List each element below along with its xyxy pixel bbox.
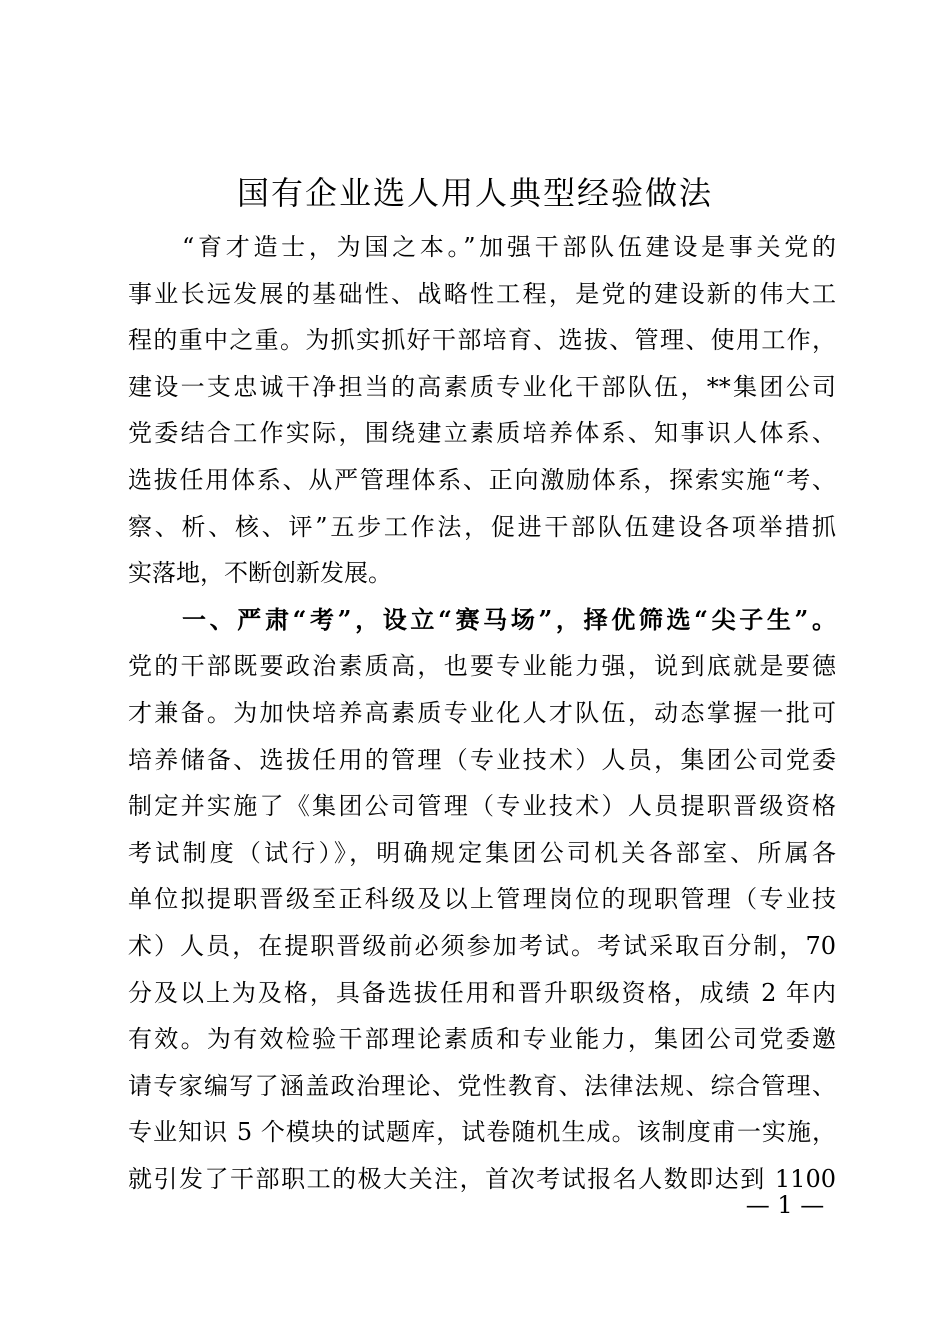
paragraph-line: 单位拟提职晋级至正科级及以上管理岗位的现职管理（专业技 (128, 885, 836, 914)
paragraph-line: 分及以上为及格，具备选拔任用和晋升职级资格，成绩 2 年内 (128, 978, 836, 1007)
paragraph-line: 就引发了干部职工的极大关注，首次考试报名人数即达到 1100 (128, 1164, 836, 1193)
paragraph-line: “育才造士，为国之本。”加强干部队伍建设是事关党的 (182, 233, 836, 261)
section-heading: 一、严肃“考”，设立“赛马场”，择优筛选“尖子生”。 (182, 604, 836, 634)
paragraph-line: 选拔任用体系、从严管理体系、正向激励体系，探索实施“考、 (128, 465, 836, 494)
page-number: — 1 — (745, 1191, 825, 1219)
paragraph-line: 考试制度（试行）》，明确规定集团公司机关各部室、所属各 (128, 838, 836, 867)
paragraph-line: 党委结合工作实际，围绕建立素质培养体系、知事识人体系、 (128, 419, 836, 448)
paragraph-line: 程的重中之重。为抓实抓好干部培育、选拔、管理、使用工作， (128, 326, 836, 355)
paragraph-line: 实落地，不断创新发展。 (128, 559, 392, 588)
paragraph-line: 制定并实施了《集团公司管理（专业技术）人员提职晋级资格 (128, 792, 836, 821)
paragraph-line: 专业知识 5 个模块的试题库，试卷随机生成。该制度甫一实施， (128, 1118, 836, 1147)
paragraph-line: 才兼备。为加快培养高素质专业化人才队伍，动态掌握一批可 (128, 698, 836, 727)
document-title: 国有企业选人用人典型经验做法 (236, 174, 713, 212)
paragraph-line: 建设一支忠诚干净担当的高素质专业化干部队伍，**集团公司 (128, 372, 836, 401)
paragraph-line: 有效。为有效检验干部理论素质和专业能力，集团公司党委邀 (128, 1025, 836, 1054)
paragraph-line: 察、析、核、评”五步工作法，促进干部队伍建设各项举措抓 (128, 512, 836, 541)
paragraph-line: 党的干部既要政治素质高，也要专业能力强，说到底就是要德 (128, 652, 836, 681)
paragraph-line: 事业长远发展的基础性、战略性工程，是党的建设新的伟大工 (128, 279, 836, 308)
paragraph-line: 术）人员，在提职晋级前必须参加考试。考试采取百分制，70 (128, 931, 836, 960)
paragraph-line: 培养储备、选拔任用的管理（专业技术）人员，集团公司党委 (128, 745, 836, 774)
document-body (128, 224, 836, 1202)
paragraph-line: 请专家编写了涵盖政治理论、党性教育、法律法规、综合管理、 (128, 1071, 836, 1100)
